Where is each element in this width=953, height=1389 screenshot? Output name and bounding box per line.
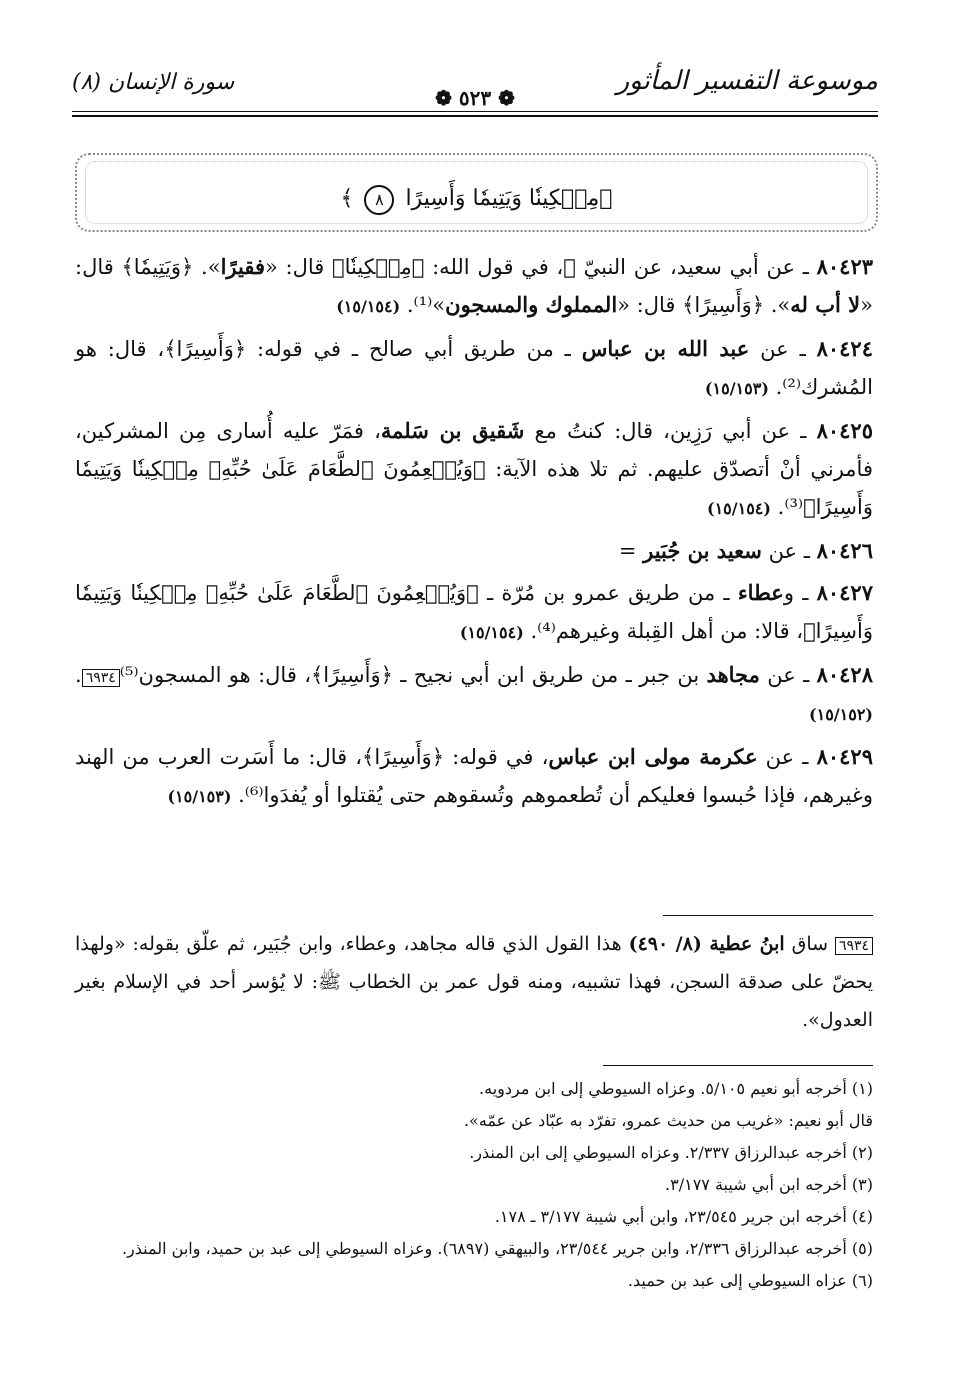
verse-close-bracket: ﴾ xyxy=(340,186,354,211)
volume-reference: (١٥/١٥٤) xyxy=(459,623,524,642)
commentary-note-box: ٦٩٣٤ xyxy=(835,937,873,955)
narration-number: ٨٠٤٢٣ xyxy=(816,254,874,279)
page-number: ❁ ٥٢٣ ❁ xyxy=(425,86,525,110)
narration-entry: ٨٠٤٢٣ ـ عن أبي سعيد، عن النبيّ ﷺ، في قول الله: ﴿مِسۡكِينٗا﴾ قال: «فقيرًا». ﴿وَيَتِيمٗا﴾ قال: «لا أب له». ﴿وَأَسِيرًا﴾ قال: «المملوك والمسجون»⁽¹⁾. (١٥/١٥٤) xyxy=(75,254,874,317)
footnote: (٦) عزاه السيوطي إلى عبد بن حميد. xyxy=(627,1271,873,1290)
narration-number: ٨٠٤٢٥ xyxy=(816,418,873,443)
quran-verse xyxy=(77,185,876,215)
volume-reference: (١٥/١٥٣) xyxy=(167,787,232,806)
narration-number: ٨٠٤٢٩ xyxy=(816,744,873,769)
narration-entry: ٨٠٤٢٩ ـ عن عكرمة مولى ابن عباس، في قوله: ﴿وَأَسِيرًا﴾، قال: ما أَسَرت العرب من الهند وغيرهم، فإذا حُبسوا فعليكم أن تُطعموهم وتُسقوهم حتى يُقتلوا أو يُفدَوا⁽⁶⁾. (١٥/١٥٣) xyxy=(75,744,873,807)
footnote: (٢) أخرجه عبدالرزاق ٢/٣٣٧. وعزاه السيوطي إلى ابن المنذر. xyxy=(469,1143,873,1162)
footnote: (٣) أخرجه ابن أبي شيبة ٣/١٧٧. xyxy=(665,1175,873,1194)
running-header xyxy=(72,66,878,124)
surah-title: سورة الإنسان (٨) xyxy=(72,70,235,95)
header-rule xyxy=(72,111,878,112)
footnote: (٥) أخرجه عبدالرزاق ٢/٣٣٦، وابن جرير ٢٣/٥٤٤، والبيهقي (٦٨٩٧). وعزاه السيوطي إلى عبد بن حميد، وابن المنذر. xyxy=(121,1239,873,1258)
header-rule-thick xyxy=(72,115,878,117)
ayah-number-medallion: ٨ xyxy=(364,185,394,215)
commentary-note-box: ٦٩٣٤ xyxy=(82,669,120,687)
footnotes xyxy=(75,1073,873,1297)
volume-reference: (١٥/١٥٣) xyxy=(704,379,769,398)
narration-number: ٨٠٤٢٤ xyxy=(816,336,873,361)
verse-text: ﴿مِسۡكِينٗا وَيَتِيمٗا وَأَسِيرًا xyxy=(405,186,613,211)
narration-number: ٨٠٤٢٦ xyxy=(816,538,873,563)
commentary-note: ٦٩٣٤ ساق ابنُ عطية (٨/ ٤٩٠) هذا القول الذي قاله مجاهد، وعطاء، وابن جُبَير، ثم علّق بقوله: «ولهذا يحضّ على صدقة السجن، فهذا تشبيه، ومنه قول عمر بن الخطاب ﷺ: لا يُؤسر أحد في الإسلام بغير العدول». xyxy=(75,933,873,1031)
commentary-separator xyxy=(663,915,873,916)
narration-entry: ٨٠٤٢٧ ـ وعطاء ـ من طريق عمرو بن مُرّة ـ ﴿وَيُطۡعِمُونَ ٱلطَّعَامَ عَلَىٰ حُبِّهِۦ مِسۡكِينٗا وَيَتِيمٗا وَأَسِيرًا﴾، قالا: من أهل القِبلة وغيرهم⁽⁴⁾. (١٥/١٥٤) xyxy=(75,580,873,643)
footnote: قال أبو نعيم: «غريب من حديث عمرو، تفرّد به عبّاد عن عمّه». xyxy=(463,1111,873,1130)
volume-reference: (١٥/١٥٤) xyxy=(336,297,401,316)
narration-number: ٨٠٤٢٨ xyxy=(816,662,873,687)
narration-number: ٨٠٤٢٧ xyxy=(816,580,873,605)
volume-reference: (١٥/١٥٢) xyxy=(809,705,873,724)
volume-reference: (١٥/١٥٤) xyxy=(707,499,771,518)
narration-entry: ٨٠٤٢٥ ـ عن أبي رَزِين، قال: كنتُ مع شَقيق بن سَلمة، فمَرّ عليه أُسارى مِن المشركين، فأمرني أنْ أتصدّق عليهم. ثم تلا هذه الآية: ﴿وَيُطۡعِمُونَ ٱلطَّعَامَ عَلَىٰ حُبِّهِۦ مِسۡكِينٗا وَيَتِيمٗا وَأَسِيرًا﴾⁽³⁾. (١٥/١٥٤) xyxy=(75,418,873,519)
footnote: (٤) أخرجه ابن جرير ٢٣/٥٤٥، وابن أبي شيبة ٣/١٧٧ ـ ١٧٨. xyxy=(494,1207,873,1226)
verse-frame xyxy=(75,153,878,232)
narration-entry: ٨٠٤٢٤ ـ عن عبد الله بن عباس ـ من طريق أبي صالح ـ في قوله: ﴿وَأَسِيرًا﴾، قال: هو المُشرك⁽²⁾. (١٥/١٥٣) xyxy=(75,336,873,399)
book-title: موسوعة التفسير المأثور xyxy=(616,66,878,96)
narration-entry: ٨٠٤٢٨ ـ عن مجاهد بن جبر ـ من طريق ابن أبي نجيح ـ ﴿وَأَسِيرًا﴾، قال: هو المسجون⁽⁵⁾٦٩٣٤. (١٥/١٥٢) xyxy=(75,662,873,724)
narration-entry: ٨٠٤٢٦ ـ عن سعيد بن جُبَير = xyxy=(618,538,873,563)
footnote: (١) أخرجه أبو نعيم ٥/١٠٥. وعزاه السيوطي إلى ابن مردويه. xyxy=(479,1079,873,1098)
footnote-separator xyxy=(603,1065,873,1066)
narrations xyxy=(75,248,873,820)
